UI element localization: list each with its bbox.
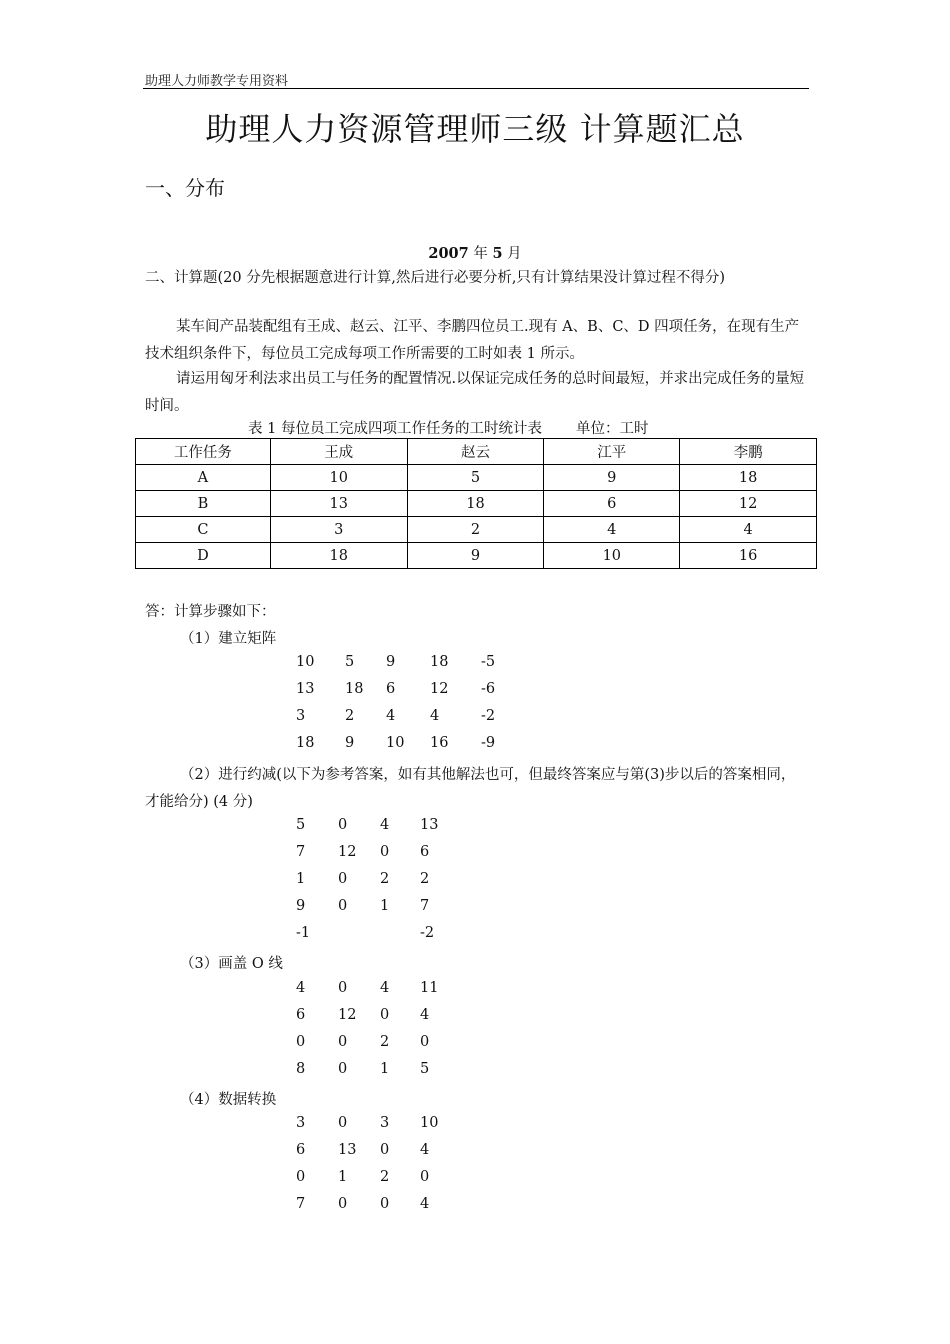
matrix-cell: 4 [420,1007,430,1023]
table-cell: 3 [270,517,407,543]
matrix-cell: 0 [338,871,348,887]
exam-date [0,242,950,263]
matrix-cell: 6 [420,844,430,860]
work-hours-table [135,438,817,569]
matrix-cell: 6 [386,681,396,697]
step-3-label: （3）画盖 O 线 [180,956,283,972]
table-cell: D [136,543,271,569]
table-cell: 16 [680,543,817,569]
matrix-cell: 5 [420,1061,430,1077]
document-title: 助理人力资源管理师三级 计算题汇总 [205,110,745,148]
matrix-cell: 8 [296,1061,306,1077]
matrix-cell: 0 [380,1196,390,1212]
matrix-cell: -9 [481,735,496,751]
matrix-cell: 9 [296,898,306,914]
table-cell: B [136,491,271,517]
matrix-cell: 2 [380,871,390,887]
matrix-cell: 0 [338,980,348,996]
matrix-cell: 4 [430,708,440,724]
matrix-cell: 13 [296,681,315,697]
matrix-cell: 10 [420,1115,439,1131]
step-2-label: （2）进行约减(以下为参考答案，如有其他解法也可，但最终答案应与第(3)步以后的答案相同，才能给分) (4 分) [145,767,796,810]
matrix-cell: -6 [481,681,496,697]
matrix-cell: 9 [345,735,355,751]
table-cell: C [136,517,271,543]
matrix-cell: 6 [296,1142,306,1158]
matrix-cell: 0 [420,1169,430,1185]
page-header: 助理人力师教学专用资料 [145,74,289,89]
table-cell: 18 [680,465,817,491]
matrix-cell: 0 [380,844,390,860]
date-year: 2007 [428,245,469,262]
matrix-cell: 4 [420,1196,430,1212]
answer-intro: 答：计算步骤如下： [145,604,276,620]
table-cell: 18 [407,491,544,517]
table-row [136,491,817,517]
matrix-cell: 1 [380,898,390,914]
matrix-cell: 2 [380,1169,390,1185]
table-cell: A [136,465,271,491]
matrix-cell: 13 [338,1142,357,1158]
matrix-cell: 1 [380,1061,390,1077]
table-cell: 9 [407,543,544,569]
table-row [136,517,817,543]
matrix-cell: 16 [430,735,449,751]
matrix-cell: 4 [380,980,390,996]
matrix-cell: 0 [338,1034,348,1050]
table-caption [248,417,648,438]
date-month-unit: 月 [507,246,522,262]
table-row [136,465,817,491]
table-cell: 6 [544,491,680,517]
matrix-cell: 0 [338,1061,348,1077]
table-cell: 9 [544,465,680,491]
matrix-cell: 12 [338,844,357,860]
table-header-cell: 王成 [270,439,407,465]
matrix-cell: 4 [296,980,306,996]
table-header-row [136,439,817,465]
matrix-cell: 1 [338,1169,348,1185]
header-rule [143,88,809,89]
question-paragraph-1: 某车间产品装配组有王成、赵云、江平、李鹏四位员工.现有 A、B、C、D 四项任务，在现有生产技术组织条件下，每位员工完成每项工作所需要的工时如表 1 所示。 [145,319,800,362]
matrix-cell: 2 [420,871,430,887]
matrix-cell: 13 [420,817,439,833]
table-header-cell: 赵云 [407,439,544,465]
step-1-label: （1）建立矩阵 [180,631,277,647]
matrix-cell: 9 [386,654,396,670]
date-year-unit: 年 [473,246,488,262]
matrix-cell: 0 [296,1169,306,1185]
table-header-cell: 江平 [544,439,680,465]
matrix-cell: 18 [296,735,315,751]
matrix-cell: 7 [296,844,306,860]
matrix-cell: 3 [296,1115,306,1131]
matrix-cell: 6 [296,1007,306,1023]
matrix-cell: 11 [420,980,439,996]
matrix-cell: 2 [380,1034,390,1050]
table-cell: 2 [407,517,544,543]
matrix-cell: 0 [296,1034,306,1050]
table-cell: 10 [544,543,680,569]
matrix-cell: 0 [380,1007,390,1023]
matrix-cell: 0 [338,898,348,914]
matrix-cell: 10 [296,654,315,670]
matrix-cell: 4 [420,1142,430,1158]
matrix-cell: -2 [420,925,435,941]
table-cell: 12 [680,491,817,517]
question-instruction: 二、计算题(20 分先根据题意进行计算,然后进行必要分析,只有计算结果没计算过程不得分) [145,270,726,286]
matrix-cell: 0 [420,1034,430,1050]
matrix-cell: 18 [345,681,364,697]
matrix-cell: 5 [345,654,355,670]
table-cell: 10 [270,465,407,491]
matrix-cell: 0 [338,1196,348,1212]
matrix-cell: -5 [481,654,496,670]
matrix-cell: -1 [296,925,311,941]
table-caption-text: 表 1 每位员工完成四项工作任务的工时统计表 [248,421,542,437]
matrix-cell: 7 [296,1196,306,1212]
table-unit: 单位：工时 [575,421,649,437]
section-heading: 一、分布 [145,176,225,200]
table-cell: 4 [544,517,680,543]
matrix-cell: 10 [386,735,405,751]
matrix-cell: 5 [296,817,306,833]
date-month: 5 [492,245,503,262]
matrix-cell: 0 [338,1115,348,1131]
matrix-cell: 1 [296,871,306,887]
matrix-cell: 3 [380,1115,390,1131]
matrix-cell: -2 [481,708,496,724]
matrix-cell: 0 [380,1142,390,1158]
question-paragraph-2: 请运用匈牙利法求出员工与任务的配置情况.以保证完成任务的总时间最短，并求出完成任务的量短时间。 [145,371,805,414]
matrix-cell: 18 [430,654,449,670]
matrix-cell: 7 [420,898,430,914]
matrix-cell: 12 [430,681,449,697]
table-cell: 4 [680,517,817,543]
matrix-cell: 4 [386,708,396,724]
step-4-label: （4）数据转换 [180,1092,277,1108]
matrix-cell: 12 [338,1007,357,1023]
matrix-cell: 4 [380,817,390,833]
matrix-cell: 2 [345,708,355,724]
matrix-cell: 3 [296,708,306,724]
table-header-cell: 李鹏 [680,439,817,465]
table-row [136,543,817,569]
matrix-cell: 0 [338,817,348,833]
table-cell: 18 [270,543,407,569]
table-cell: 5 [407,465,544,491]
table-header-cell: 工作任务 [136,439,271,465]
table-cell: 13 [270,491,407,517]
